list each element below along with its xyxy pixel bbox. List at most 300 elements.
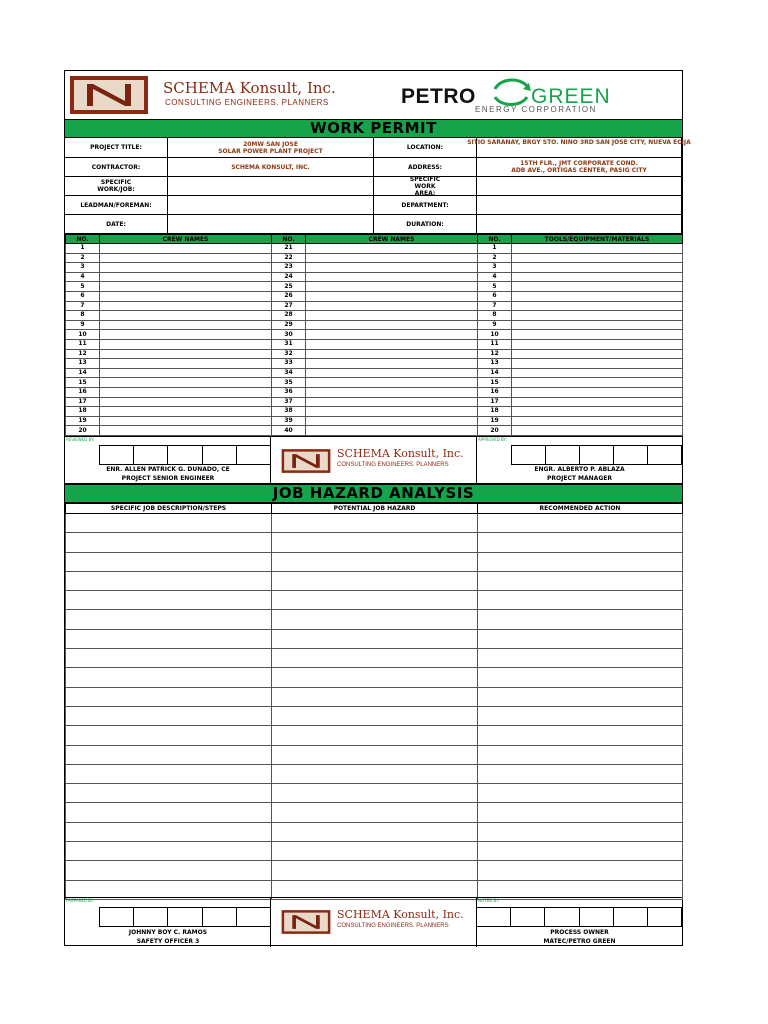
row-number: 10 [478,330,512,340]
row-number: 17 [478,397,512,407]
field-specific-area[interactable] [477,177,682,196]
row-number: 15 [66,378,100,388]
row-entry-field[interactable] [512,339,683,349]
jha-action-field[interactable] [478,668,683,687]
tools-table [477,234,683,436]
table-row [272,320,478,330]
row-entry-field[interactable] [100,378,272,388]
jha-hazard-field[interactable] [272,745,478,764]
row-number: 22 [272,253,306,263]
preparer-name: JOHNNY BOY C. RAMOS [128,929,208,936]
jha-step-field[interactable] [66,629,272,648]
row-entry-field[interactable] [512,272,683,282]
approver-name: ENGR. ALBERTO P. ABLAZA [534,466,625,473]
jha-hazard-field[interactable] [272,803,478,822]
value-project-title-line2: SOLAR POWER PLANT PROJECT [218,147,323,155]
table-row [272,416,478,426]
row-entry-field[interactable] [512,244,683,254]
jha-step-field[interactable] [66,726,272,745]
table-row [478,378,683,388]
jha-table [65,503,683,900]
jha-title: JOB HAZARD ANALYSIS [65,484,682,503]
table-row [272,368,478,378]
prepared-sign-boxes[interactable] [99,907,271,927]
row-number: 1 [66,244,100,254]
jha-step-field[interactable] [66,591,272,610]
row-entry-field[interactable] [512,349,683,359]
row-entry-field[interactable] [512,253,683,263]
table-row [478,291,683,301]
schema-logo-mark [281,902,331,942]
jha-action-field[interactable] [478,552,683,571]
table-row [66,552,683,571]
row-number: 13 [478,359,512,369]
row-entry-field[interactable] [100,263,272,273]
table-row [478,368,683,378]
row-entry-field[interactable] [306,387,478,397]
reviewed-block [65,437,271,484]
row-entry-field[interactable] [512,397,683,407]
row-number: 11 [478,339,512,349]
crew-table-2 [271,234,478,436]
approved-block [477,437,682,484]
row-number: 31 [272,339,306,349]
table-row [478,263,683,273]
row-number: 25 [272,282,306,292]
row-number: 39 [272,416,306,426]
jha-step-field[interactable] [66,687,272,706]
approved-tag: APPROVED BY: [478,437,507,442]
row-entry-field[interactable] [306,244,478,254]
jha-action-field[interactable] [478,861,683,880]
jha-action-field[interactable] [478,706,683,725]
row-number: 34 [272,368,306,378]
schema-logo-name: SCHEMA Konsult, Inc. [163,79,336,97]
row-entry-field[interactable] [306,426,478,436]
reviewed-tag: REVIEWED BY: [66,437,95,442]
table-row [478,416,683,426]
preparer-role: SAFETY OFFICER 3 [136,938,200,945]
jha-action-field[interactable] [478,649,683,668]
table-row [66,282,272,292]
table-row [478,397,683,407]
table-row [66,311,272,321]
table-row [478,387,683,397]
row-entry-field[interactable] [100,339,272,349]
row-entry-field[interactable] [512,282,683,292]
jha-step-field[interactable] [66,842,272,861]
noted-sign-boxes[interactable] [477,907,682,927]
noted-tag: NOTED BY: [478,898,500,903]
table-row [66,629,683,648]
crew-table-1 [65,234,272,436]
jha-step-field[interactable] [66,764,272,783]
row-number: 10 [66,330,100,340]
row-number: 20 [66,426,100,436]
green-word: GREEN [531,85,611,108]
row-entry-field[interactable] [100,291,272,301]
row-entry-field[interactable] [306,272,478,282]
jha-action-field[interactable] [478,533,683,552]
row-entry-field[interactable] [100,301,272,311]
row-number: 18 [478,407,512,417]
field-department[interactable] [477,196,682,215]
jha-step-field[interactable] [66,552,272,571]
row-number: 19 [478,416,512,426]
crew-rows-2 [272,244,478,436]
row-entry-field[interactable] [306,397,478,407]
row-number: 19 [66,416,100,426]
bottom-schema-logo [271,898,477,947]
row-entry-field[interactable] [100,349,272,359]
row-entry-field[interactable] [306,359,478,369]
jha-step-field[interactable] [66,533,272,552]
jha-action-field[interactable] [478,571,683,590]
row-entry-field[interactable] [100,359,272,369]
row-number: 24 [272,272,306,282]
table-row [272,397,478,407]
row-entry-field[interactable] [512,387,683,397]
table-row [478,244,683,254]
row-entry-field[interactable] [306,330,478,340]
row-number: 38 [272,407,306,417]
petro-tagline: ENERGY CORPORATION [475,105,597,114]
table-row [66,301,272,311]
row-number: 5 [66,282,100,292]
petro-word: PETRO [401,85,476,108]
row-number: 12 [478,349,512,359]
jha-action-field[interactable] [478,745,683,764]
table-row [272,272,478,282]
label-specific-work: SPECIFIC WORK/JOB: [65,177,168,196]
jha-signature-band [65,897,682,946]
row-number: 29 [272,320,306,330]
jha-action-field[interactable] [478,803,683,822]
row-entry-field[interactable] [306,253,478,263]
col-crew-names: CREW NAMES [306,235,478,244]
table-row [478,339,683,349]
table-row [66,514,683,533]
table-row [272,330,478,340]
row-number: 2 [66,253,100,263]
row-number: 4 [66,272,100,282]
row-entry-field[interactable] [100,426,272,436]
row-number: 26 [272,291,306,301]
label-address: ADDRESS: [374,158,477,177]
table-row [478,272,683,282]
jha-hazard-field[interactable] [272,649,478,668]
row-number: 3 [478,263,512,273]
jha-step-field[interactable] [66,706,272,725]
label-specific-area: SPECIFIC WORK AREA: [374,177,477,196]
row-entry-field[interactable] [306,320,478,330]
row-number: 35 [272,378,306,388]
table-row [66,320,272,330]
field-date[interactable] [168,215,374,234]
table-row [272,359,478,369]
row-entry-field[interactable] [512,368,683,378]
row-number: 23 [272,263,306,273]
jha-step-field[interactable] [66,514,272,533]
table-row [66,378,272,388]
row-number: 3 [66,263,100,273]
schema-logo-mark [281,441,331,481]
work-permit-title: WORK PERMIT [65,119,682,138]
jha-action-field[interactable] [478,842,683,861]
row-entry-field[interactable] [512,416,683,426]
reviewer-name: ENR. ALLEN PATRICK G. DUNADO, CE [106,466,230,473]
row-number: 27 [272,301,306,311]
jha-action-field[interactable] [478,764,683,783]
row-entry-field[interactable] [100,282,272,292]
table-row [66,397,272,407]
value-address [477,158,682,177]
row-number: 37 [272,397,306,407]
table-row [66,339,272,349]
row-entry-field[interactable] [100,416,272,426]
jha-action-field[interactable] [478,687,683,706]
jha-hazard-field[interactable] [272,687,478,706]
table-row [66,726,683,745]
table-row [66,416,272,426]
jha-hazard-field[interactable] [272,629,478,648]
jha-hazard-field[interactable] [272,784,478,803]
jha-hazard-field[interactable] [272,514,478,533]
row-number: 9 [66,320,100,330]
row-number: 2 [478,253,512,263]
jha-step-field[interactable] [66,784,272,803]
row-entry-field[interactable] [100,311,272,321]
table-row [66,687,683,706]
row-number: 6 [478,291,512,301]
jha-action-field[interactable] [478,784,683,803]
jha-hazard-field[interactable] [272,668,478,687]
jha-step-field[interactable] [66,803,272,822]
jha-step-field[interactable] [66,822,272,841]
table-row [66,842,683,861]
row-number: 7 [66,301,100,311]
jha-action-field[interactable] [478,591,683,610]
approved-sign-boxes[interactable] [511,445,682,465]
noter-name: PROCESS OWNER [550,929,609,936]
row-number: 15 [478,378,512,388]
jha-hazard-field[interactable] [272,610,478,629]
row-number: 18 [66,407,100,417]
jha-step-field[interactable] [66,861,272,880]
table-row [66,764,683,783]
row-number: 12 [66,349,100,359]
row-entry-field[interactable] [306,349,478,359]
row-number: 14 [66,368,100,378]
tool-rows [478,244,683,436]
row-number: 9 [478,320,512,330]
row-entry-field[interactable] [100,330,272,340]
table-row [66,610,683,629]
row-number: 7 [478,301,512,311]
row-number: 17 [66,397,100,407]
jha-hazard-field[interactable] [272,842,478,861]
jha-hazard-field[interactable] [272,861,478,880]
prepared-tag: PREPARED BY: [66,898,95,903]
jha-hazard-field[interactable] [272,764,478,783]
row-entry-field[interactable] [306,282,478,292]
jha-col-steps: SPECIFIC JOB DESCRIPTION/STEPS [66,504,272,514]
table-row [272,378,478,388]
table-row [66,591,683,610]
row-number: 30 [272,330,306,340]
jha-hazard-field[interactable] [272,533,478,552]
jha-step-field[interactable] [66,745,272,764]
field-duration[interactable] [477,215,682,234]
table-row [478,426,683,436]
col-no: NO. [66,235,100,244]
jha-hazard-field[interactable] [272,726,478,745]
permit-info-grid [65,138,691,234]
schema-logo-mark [69,75,149,115]
table-row [272,311,478,321]
jha-hazard-field[interactable] [272,822,478,841]
row-entry-field[interactable] [100,368,272,378]
table-row [66,822,683,841]
jha-hazard-field[interactable] [272,571,478,590]
col-crew-names: CREW NAMES [100,235,272,244]
table-row [478,253,683,263]
row-entry-field[interactable] [306,311,478,321]
row-number: 20 [478,426,512,436]
row-entry-field[interactable] [306,263,478,273]
row-entry-field[interactable] [100,397,272,407]
jha-hazard-field[interactable] [272,591,478,610]
row-entry-field[interactable] [306,378,478,388]
field-specific-work[interactable] [168,177,374,196]
table-row [66,426,272,436]
row-entry-field[interactable] [512,378,683,388]
row-number: 4 [478,272,512,282]
row-entry-field[interactable] [512,407,683,417]
jha-hazard-field[interactable] [272,706,478,725]
label-contractor: CONTRACTOR: [65,158,168,177]
noted-block [477,898,682,947]
jha-step-field[interactable] [66,649,272,668]
label-department: DEPARTMENT: [374,196,477,215]
table-row [66,571,683,590]
field-leadman[interactable] [168,196,374,215]
table-row [66,359,272,369]
row-number: 21 [272,244,306,254]
value-address-line2: ADB AVE., ORTIGAS CENTER, PASIG CITY [511,167,647,174]
table-row [66,784,683,803]
schema-logo-tagline: CONSULTING ENGINEERS. PLANNERS [165,98,329,107]
table-row [272,282,478,292]
row-entry-field[interactable] [512,330,683,340]
row-number: 28 [272,311,306,321]
row-entry-field[interactable] [100,244,272,254]
table-row [478,330,683,340]
table-row [478,349,683,359]
label-date: DATE: [65,215,168,234]
table-row [272,349,478,359]
reviewer-role: PROJECT SENIOR ENGINEER [121,475,215,482]
jha-action-field[interactable] [478,629,683,648]
value-contractor: SCHEMA KONSULT, INC. [168,158,374,177]
table-row [478,311,683,321]
row-entry-field[interactable] [512,301,683,311]
table-row [66,272,272,282]
row-entry-field[interactable] [512,311,683,321]
mid-logo-name: SCHEMA Konsult, Inc. [337,447,464,460]
table-row [66,803,683,822]
jha-step-field[interactable] [66,668,272,687]
table-row [272,407,478,417]
row-entry-field[interactable] [306,407,478,417]
bottom-logo-name: SCHEMA Konsult, Inc. [337,908,464,921]
table-row [66,263,272,273]
row-entry-field[interactable] [512,359,683,369]
row-entry-field[interactable] [306,339,478,349]
row-entry-field[interactable] [512,426,683,436]
table-row [66,668,683,687]
table-row [66,706,683,725]
table-row [272,263,478,273]
row-entry-field[interactable] [306,301,478,311]
row-entry-field[interactable] [100,387,272,397]
row-entry-field[interactable] [100,320,272,330]
jha-step-field[interactable] [66,610,272,629]
label-duration: DURATION: [374,215,477,234]
row-entry-field[interactable] [512,320,683,330]
swirl-icon [489,75,533,109]
jha-action-field[interactable] [478,822,683,841]
value-location: SITIO SARANAY, BRGY STO. NINO 3RD SAN JOSE CITY, NUEVA ECIJA [477,138,682,158]
table-row [478,301,683,311]
row-number: 8 [478,311,512,321]
row-number: 32 [272,349,306,359]
row-entry-field[interactable] [512,291,683,301]
jha-action-field[interactable] [478,610,683,629]
row-number: 36 [272,387,306,397]
label-location: LOCATION: [374,138,477,158]
mid-logo-tagline: CONSULTING ENGINEERS. PLANNERS [337,462,449,468]
jha-rows [66,514,683,900]
col-tools: TOOLS/EQUIPMENT/MATERIALS [512,235,683,244]
table-row [66,649,683,668]
row-entry-field[interactable] [100,407,272,417]
table-row [66,330,272,340]
mid-schema-logo [271,437,477,484]
table-row [66,368,272,378]
table-row [478,407,683,417]
label-leadman: LEADMAN/FOREMAN: [65,196,168,215]
row-entry-field[interactable] [306,291,478,301]
jha-step-field[interactable] [66,571,272,590]
row-entry-field[interactable] [306,368,478,378]
table-row [66,861,683,880]
row-entry-field[interactable] [512,263,683,273]
table-row [66,244,272,254]
table-row [66,349,272,359]
jha-hazard-field[interactable] [272,552,478,571]
crew-rows-1 [66,244,272,436]
row-entry-field[interactable] [100,272,272,282]
row-number: 33 [272,359,306,369]
table-row [478,282,683,292]
jha-action-field[interactable] [478,514,683,533]
row-entry-field[interactable] [306,416,478,426]
table-row [272,301,478,311]
reviewed-sign-boxes[interactable] [99,445,271,465]
jha-action-field[interactable] [478,726,683,745]
row-entry-field[interactable] [100,253,272,263]
